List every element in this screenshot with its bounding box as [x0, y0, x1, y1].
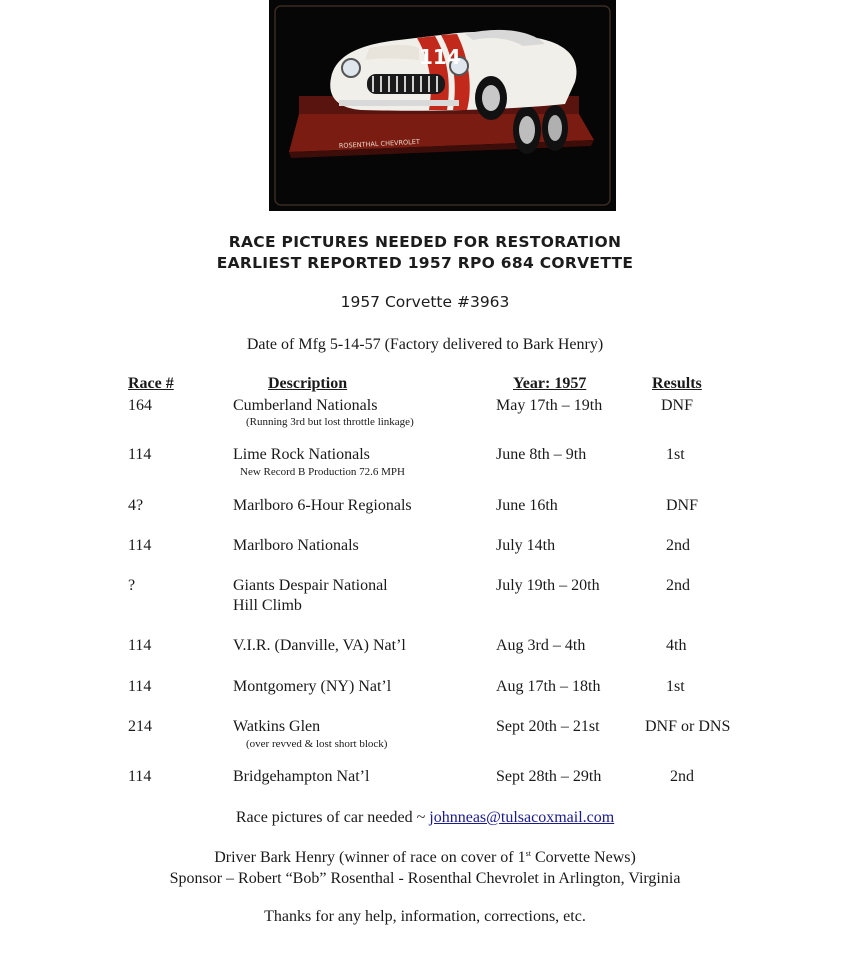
race-car-photo [269, 0, 616, 211]
row-date: July 19th – 20th [496, 577, 600, 594]
title-line-1: RACE PICTURES NEEDED FOR RESTORATION [228, 233, 622, 251]
row-result: 4th [666, 637, 687, 654]
row-date: Sept 28th – 29th [496, 768, 602, 785]
row-result: 2nd [666, 577, 690, 594]
row-date: May 17th – 19th [496, 397, 603, 414]
row-race-number: 4? [128, 497, 144, 514]
row-race-number: 114 [128, 537, 152, 554]
row-race-number: 114 [128, 446, 152, 463]
car-number: 114 [419, 45, 461, 69]
row-race-number: 164 [128, 397, 152, 414]
header-description: Description [268, 375, 348, 392]
header-results: Results [652, 375, 702, 392]
row-description: Giants Despair National [233, 577, 388, 594]
header-race-number: Race # [128, 375, 174, 392]
driver-text: Driver Bark Henry (winner of race on cover of 1 [214, 849, 526, 866]
row-result: DNF [661, 397, 694, 414]
mfg-date-line: Date of Mfg 5-14-57 (Factory delivered to Bark Henry) [246, 336, 604, 353]
driver-text-end: Corvette News) [530, 849, 636, 866]
trailer-lettering: ROSENTHAL CHEVROLET [338, 137, 421, 150]
row-race-number: 214 [128, 718, 152, 735]
row-race-number: 114 [128, 768, 152, 785]
row-date: June 16th [496, 497, 558, 514]
row-description: Marlboro Nationals [233, 537, 359, 554]
pictures-needed-line [0, 809, 850, 827]
row-description-line-2: Hill Climb [233, 597, 302, 614]
pictures-needed-text: Race pictures of car needed ~ [235, 809, 426, 826]
row-date: Aug 3rd – 4th [496, 637, 586, 654]
driver-line [0, 849, 850, 867]
row-description: Marlboro 6-Hour Regionals [233, 497, 412, 514]
subtitle: 1957 Corvette #3963 [340, 293, 510, 311]
title-line-2: EARLIEST REPORTED 1957 RPO 684 CORVETTE [216, 254, 634, 272]
row-race-number: ? [128, 577, 136, 594]
row-result: 1st [666, 446, 685, 463]
row-race-number: 114 [128, 637, 152, 654]
row-result: DNF [666, 497, 699, 514]
row-description: Cumberland Nationals [233, 397, 378, 414]
row-date: Sept 20th – 21st [496, 718, 600, 735]
row-result: 2nd [670, 768, 694, 785]
row-description: V.I.R. (Danville, VA) Nat’l [233, 637, 406, 654]
header-year: Year: 1957 [513, 375, 587, 392]
row-description: Lime Rock Nationals [233, 446, 370, 463]
row-note: (over revved & lost short block) [246, 738, 388, 750]
corvette-illustration [269, 0, 616, 211]
row-date: July 14th [496, 537, 556, 554]
row-note: New Record B Production 72.6 MPH [240, 466, 405, 478]
thanks-line: Thanks for any help, information, corrections, etc. [264, 908, 586, 925]
driver-ordinal: st [525, 849, 531, 858]
row-race-number: 114 [128, 678, 152, 695]
row-description: Montgomery (NY) Nat’l [233, 678, 392, 695]
row-note: (Running 3rd but lost throttle linkage) [246, 416, 414, 428]
row-result: 1st [666, 678, 685, 695]
row-description: Watkins Glen [233, 718, 321, 735]
sponsor-line: Sponsor – Robert “Bob” Rosenthal - Rosenthal Chevrolet in Arlington, Virginia [169, 870, 681, 887]
row-result: 2nd [666, 537, 690, 554]
row-result: DNF or DNS [645, 718, 731, 735]
email-link[interactable]: johnneas@tulsacoxmail.com [429, 809, 615, 826]
row-description: Bridgehampton Nat’l [233, 768, 370, 785]
row-date: Aug 17th – 18th [496, 678, 601, 695]
row-date: June 8th – 9th [496, 446, 587, 463]
